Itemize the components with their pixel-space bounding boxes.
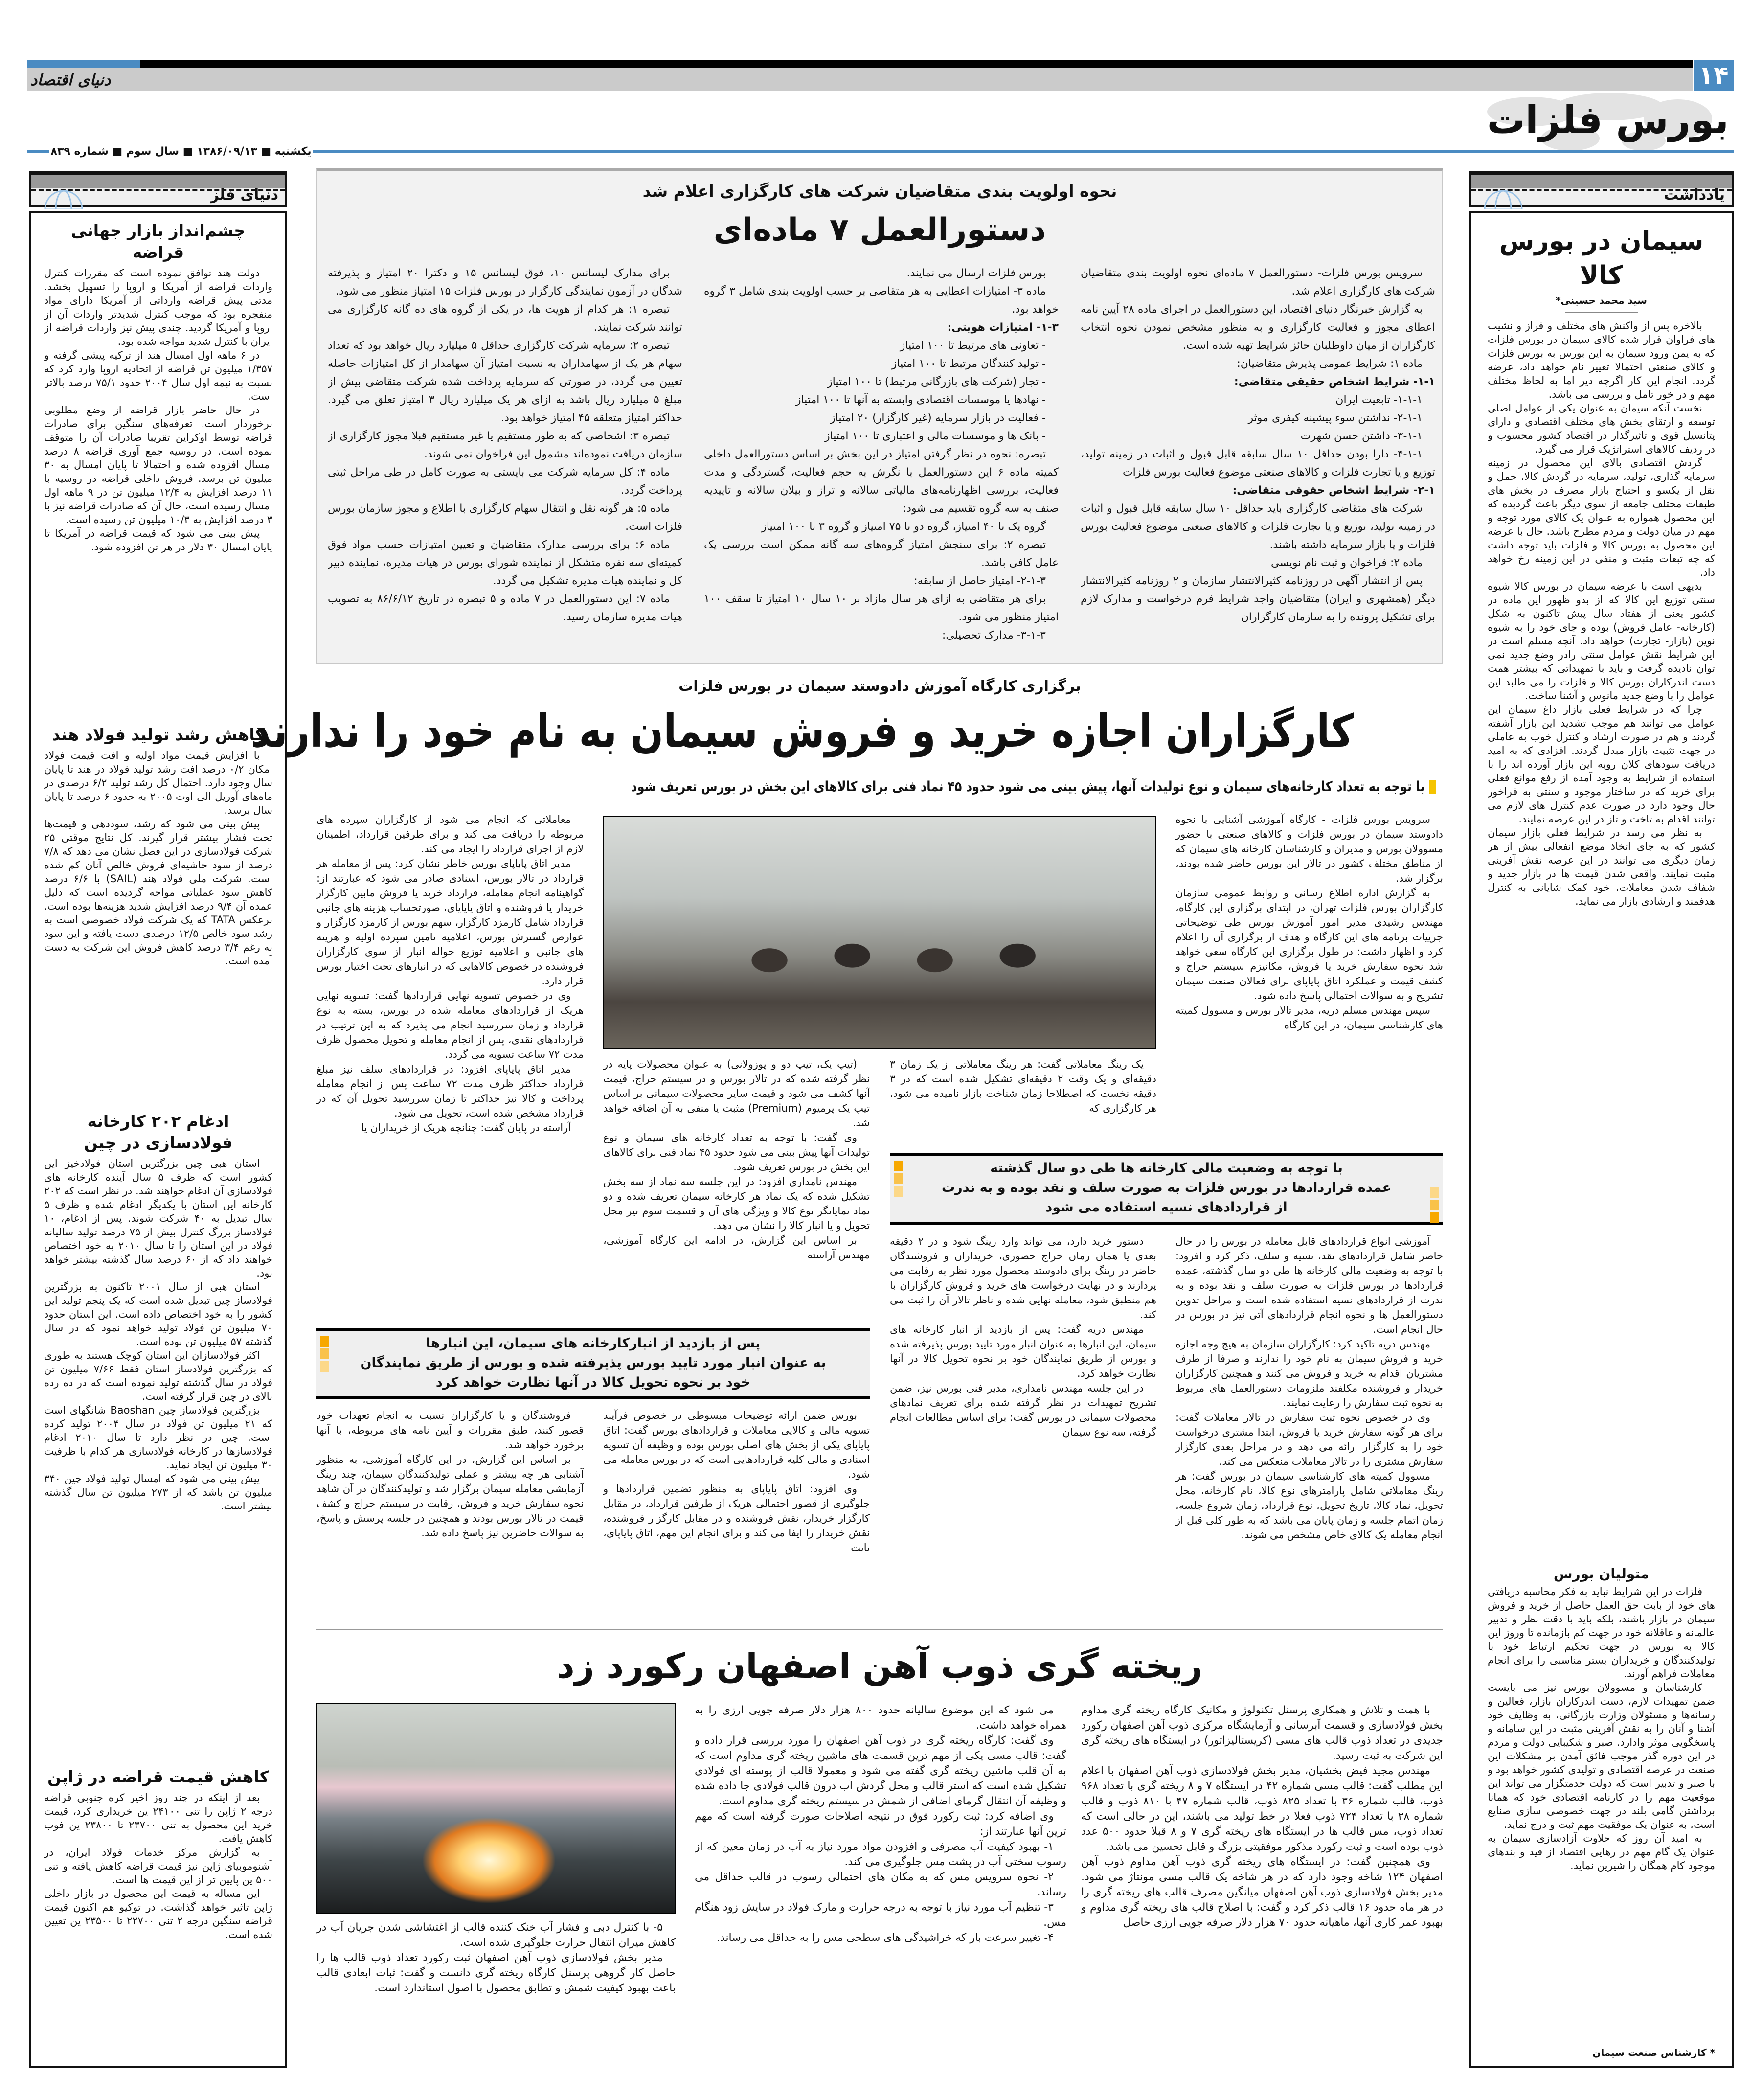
paragraph: آموزشی انواع قراردادهای قابل معامله در بورس را در حال حاضر شامل قراردادهای نقد، نسیه و سلف، ذکر کرد و افزود: با توجه به وضعیت مالی کارخانه ها طی دو سال گذشته، عمده قراردادها در بورس فلزات به صورت سلف و نقد بوده و به ندرت از قراردادهای نسیه استفاده شده است و مراحل تدوین دستورالعمل ها و نحوه انجام قراردادهای آتی نیز در بورس در حال انجام است.: [1175, 1235, 1443, 1335]
main-article-column: [890, 1234, 1156, 1621]
paragraph: ۳- تنظیم آب مورد نیاز با توجه به درجه حرارت و مارک فولاد در سایش زود هنگام مس.: [695, 1901, 1066, 1929]
header-accent-left: [27, 60, 140, 68]
paragraph: مدیر اتاق پایاپای بورس خاطر نشان کرد: پس از معامله هر قرارداد در تالار بورس، اسنادی صادر می شود که عبارتند از: گواهینامه انجام معامله، قرارداد خرید یا فروش مابین کارگزار خریدار یا فروشنده و اتاق پایاپای، صورتحساب هزینه های جانبی قرارداد شامل کارمزد کارگزار، سهم بورس از کارمزد کارگزار و عوارض گسترش بورس، اعلامیه تامین سپرده اولیه و هزینه های جانبی و اعلامیه توزیع حواله انبار از سوی کارگزاران فروشنده در خصوص کالاهایی که در انبارهای تحت اختیار بورس قرار دارد.: [316, 858, 584, 987]
steel-casting-photo: [316, 1703, 676, 1914]
quote-marker-icon: [320, 1336, 329, 1347]
news-title: کاهش رشد تولید فولاد هند: [52, 725, 265, 744]
top-article-column: [704, 264, 1059, 658]
section-title: بورس فلزات: [1487, 98, 1729, 142]
paragraph: پیش بینی می شود که امسال تولید فولاد چین ۳۴۰ میلیون تن باشد که از ۲۷۳ میلیون تن سال گذشته بیشتر است.: [44, 1473, 272, 1512]
news-title: کاهش قیمت قراضه در ژاپن: [47, 1767, 269, 1786]
paragraph: در ۶ ماهه اول امسال هند از ترکیه پیشی گرفته و ۱/۳۵۷ میلیون تن قراضه از اتحادیه اروپا وارد کرد که نسبت به نیمه اول سال ۲۰۰۴ حدود ۷۵/۱ درصد بالاتر است.: [44, 349, 272, 402]
paragraph: استان هبی از سال ۲۰۰۱ تاکنون به بزرگترین فولادساز چین تبدیل شده است که یک پنجم تولید این کشور را به خود اختصاص داده است. این استان حدود ۷۰ میلیون تن فولاد تولید خواهد نمود که در سال گذشته ۵۷ میلیون تن بوده است.: [44, 1281, 272, 1347]
workshop-photo: [603, 816, 1156, 1049]
paragraph: بورس ضمن ارائه توضیحات مبسوطی در خصوص فرآیند تسویه مالی و کالایی معاملات و قراردادهای بورس گفت: اتاق پایاپای یکی از بخش های اصلی بورس بوده و وظیفه آن تسویه اسنادی و مالی کلیه قراردادهایی است که در بورس معامله می شود.: [603, 1410, 870, 1480]
paragraph: مهندس دریه تاکید کرد: کارگزاران سازمان به هیچ وجه اجازه خرید و فروش سیمان به نام خود را ندارند و صرفا از طرف مشتریان اقدام به خرید و فروش می کنند و همچنین کارگزاران خریدار و فروشنده مکلفند ملزومات دستورالعمل های مربوط به نحوه ثبت سفارش را رعایت نمایند.: [1175, 1338, 1443, 1409]
paragraph: وی افزود: اتاق پایاپای به منظور تضمین قراردادها و جلوگیری از قصور احتمالی هریک از طرفین قرارداد، در مقابل کارگزار خریدار، نقش فروشنده و در مقابل کارگزار فروشنده، نقش خریدار را ایفا می کند و برای انجام این مهم، اتاق پایاپای، بابت: [603, 1483, 870, 1553]
paragraph: دستور خرید دارد، می تواند وارد رینگ شود و در ۲ دقیقه بعدی یا همان زمان حراج حضوری، خریداران و فروشندگان حاضر در رینگ برای دادوستد محصول مورد نظر به رقابت می پردازند و در نهایت درخواست های خرید و فروش کارگزاران با هم منطبق شود، معامله نهایی شده و ناظر تالار آن را ثبت می کند.: [890, 1235, 1156, 1321]
page-number: ۱۴: [1698, 61, 1729, 90]
lead-bullet-icon: [1429, 780, 1436, 794]
paragraph: استان هبی چین بزرگترین استان فولادخیز این کشور است که ظرف ۵ سال آینده کارخانه های فولادسازی آن ادغام خواهند شد. در نظر است که ۲۰۲ کارخانه این استان با یکدیگر ادغام شده و ظرف ۵ سال تبدیل به ۴۰ شرکت شوند. پس از ادغام، ۱۰ فولادساز بزرگ کنترل بیش از ۷۵ درصد تولید سالیانه فولاد در این استان را تا سال ۲۰۱۰ به خود اختصاص خواهند داد که از ۶۰ درصد سال گذشته بیشتر خواهد بود.: [44, 1158, 272, 1279]
paragraph: با افزایش قیمت مواد اولیه و افت قیمت فولاد امکان ۰/۲ درصد افت رشد تولید فولاد در هند تا پایان سال وجود دارد. احتمال کل رشد تولید ۶/۲ درصدی در ماه‌های آوریل الی اوت ۲۰۰۵ به حدود ۶ درصد تا پایان سال برسد.: [44, 750, 272, 816]
paragraph: شرکت های متقاضی کارگزاری باید حداقل ۱۰ سال سابقه قابل قبول و اثبات در زمینه تولید، توزیع و یا تجارت فلزات و کالاهای صنعتی موضوع فعالیت بورس فلزات و یا بازار سرمایه داشته باشند.: [1081, 502, 1435, 551]
quote-marker-icon: [1430, 1200, 1439, 1210]
main-article-lead: با توجه به تعداد کارخانه‌های سیمان و نوع تولیدات آنها، پیش بینی می شود حدود ۴۵ نماد فنی برای کالاهای این بخش در بورس تعریف شود: [631, 778, 1424, 795]
paragraph: - تجار (شرکت های بازرگانی مرتبط) تا ۱۰۰ امتیاز: [827, 376, 1046, 388]
main-article-kicker: برگزاری کارگاه آموزش دادوستد سیمان در بورس فلزات: [678, 678, 1081, 695]
paragraph: ماده ۷: این دستورالعمل در ۷ ماده و ۵ تبصره در تاریخ ۸۶/۶/۱۲ به تصویب هیات مدیره سازمان رسید.: [328, 593, 682, 623]
text-column: [1488, 1585, 1715, 2045]
paragraph: تبصره ۲: برای سنجش امتیاز گروه‌های سه گانه ممکن است بررسی یک عامل کافی باشد.: [704, 539, 1059, 569]
paragraph: وی گفت: کارگاه ریخته گری در ذوب آهن اصفهان را مورد بررسی قرار داده و گفت: قالب مسی یکی از مهم ترین قسمت های ماشین ریخته گری مداوم است که به آن قلب ماشین ریخته گری گفته می شود و معمولا قالب از پوسته ای فولادی تشکیل شده است که آستر قالب و محل گردش آب درون قالب فولادی جا داده شده و وظیفه آن انتقال گرمای اضافی از شمش در سیستم ریخته گری مداوم است.: [695, 1735, 1066, 1807]
paragraph: ۱-۱-۱- تابعیت ایران: [1335, 394, 1423, 406]
paragraph: مهندس نامداری افزود: در این جلسه سه نماد از سه بخش تشکیل شده که یک نماد هر کارخانه سیمان تعریف شده و دو نماد نمایانگر نوع کالا و ویژگی های آن و قسمت سوم نیز محل تحویل و یا انبار کالا را نشان می دهد.: [603, 1176, 870, 1232]
paragraph: (تیپ یک، تیپ دو و پوزولانی) به عنوان محصولات پایه در نظر گرفته شده که در تالار بورس و در سیستم حراج، قیمت آنها کشف می شود و قیمت سایر محصولات سیمانی بر اساس تیپ یک پرمیوم (Premium) مثبت یا منفی به آن اضافه خواهد شد.: [603, 1058, 870, 1129]
paragraph: مهندس مجید فیض بخشیان، مدیر بخش فولادسازی ذوب آهن اصفهان با اعلام این مطلب گفت: قالب مسی شماره ۴۲ در ایستگاه ۷ و ۸ ریخته گری با تعداد ۹۶۸ ذوب، قالب شماره ۳۶ با تعداد ۸۲۵ ذوب، قالب شماره ۴۷ با ۸۱۰ ذوب و قالب شماره ۳۸ با تعداد ۷۲۴ ذوب فعلا در خط تولید می باشند، این در حالی است که تعداد ذوب، مس قالب ها در ایستگاه های ریخته گری ۷ و ۸ قبلا حدود ۵۰۰ عدد ذوب بوده است و ثبت رکورد مذکور موفقیتی بزرگ و قابل تحسین می باشد.: [1081, 1765, 1443, 1853]
text-column: [44, 749, 272, 968]
paragraph: ماده ۶: برای بررسی مدارک متقاضیان و تعیین امتیازات حسب مواد فوق کمیته‌ای سه نفره متشکل از نماینده شورای بورس در هیات مدیره، نماینده دبیر کل و نماینده هیات مدیره تشکیل می گردد.: [328, 539, 682, 587]
quote-marker-icon: [894, 1186, 903, 1197]
pull-quote: [890, 1153, 1443, 1225]
paragraph: پیش بینی می شود که قیمت قراضه در آمریکا تا پایان امسال ۳۰ دلار در هر تن افزوده شود.: [44, 527, 272, 553]
paragraph: ۲- نحوه سرویس مس که به مکان های احتمالی رسوب در قالب حداقل می رساند.: [695, 1871, 1066, 1898]
paragraph: فلزات در این شرایط نباید به فکر محاسبه دریافتی های خود از بابت حق العمل حاصل از خرید و فروش سیمان در بازار باشند، بلکه باید با دقت نظر و تدبیر عالمانه و عاقلانه خود در جهت کم بازمانده تا وروز این کالا به بورس در جهت تحکیم ارتباط خود با تولیدکنندگان و خریداران بستر مناسبی را برای انجام معاملات فراهم آورند.: [1488, 1586, 1715, 1680]
right-column-label: یادداشت: [1664, 186, 1725, 204]
paragraph: نخست آنکه سیمان به عنوان یکی از عوامل اصلی توسعه و ارتقای بخش های مختلف اقتصادی و دارای پتانسیل قوی و تاثیرگذار در اقتصاد کشور محسوب و در ردیف کالاهای استراتژیک قرار می گیرد.: [1488, 402, 1715, 455]
pull-quote-line: به عنوان انبار مورد تایید بورس پذیرفته شده و بورس از طریق نمایندگان: [360, 1355, 826, 1370]
paragraph: تبصره ۳: اشخاصی که به طور مستقیم یا غیر مستقیم قبلا مجوز کارگزاری از سازمان دریافت نموده‌اند مشمول این فراخوان نمی شوند.: [328, 430, 682, 460]
opinion-title: سیمان در بورس کالا: [1499, 227, 1704, 290]
main-article-title: کارگزاران اجازه خرید و فروش سیمان به نام خود را ندارند: [250, 705, 1354, 757]
paragraph: تبصره: نحوه در نظر گرفتن امتیاز در این بخش بر اساس دستورالعمل داخلی کمیته ماده ۶ این دستورالعمل با نگرش به حجم فعالیت، گستردگی و مدت فعالیت، بررسی اظهارنامه‌های مالیاتی سالانه و تراز و بیلان سالانه و تاییدیه صنف به سه گروه تقسیم می شود:: [704, 448, 1059, 515]
paragraph: وی در خصوص نحوه ثبت سفارش در تالار معاملات گفت: برای هر گونه سفارش خرید یا فروش، ابتدا مشتری درخواست خود را به کارگزار ارائه می دهد و در مراحل بعدی کارگزار سفارش مشتری را در تالار معاملات منعکس می کند.: [1175, 1412, 1443, 1467]
paragraph: معاملاتی که انجام می شود از کارگزاران سپرده های مربوطه را دریافت می کند و برای طرفین قرارداد، اطمینان لازم از اجرای قرارداد را ایجاد می کند.: [316, 814, 584, 855]
paragraph: یک رینگ معاملاتی گفت: هر رینگ معاملاتی از یک زمان ۳ دقیقه‌ای و یک وقت ۲ دقیقه‌ای تشکیل شده است که در ۳ دقیقه نخست که اصطلاحا زمان شناخت بازار نامیده می شود، هر کارگزاری که: [890, 1058, 1156, 1114]
paragraph: - تعاونی های مرتبط تا ۱۰۰ امتیاز: [900, 340, 1046, 352]
paragraph: کارشناسان و مسوولان بورس نیز می بایست ضمن تمهیدات لازم، دست اندرکاران بازار، فعالین و رسانه‌ها و مسئولان وزارت بازرگانی، به وظایف خود آشنا و آنان را به نقش آفرینی مثبت در این سامانه و پاسخگویی موثر وادارد. صبر و شکیبایی دولت و مردم در این دوره گذر موجب فائق آمدن بر مشکلات این صنعت در عرصه اقتصادی و تولیدی کشور خواهد بود و با صبر و تدبیر است که دولت خدمتگزار می تواند این موقعیت مهم را در کارنامه اقتصادی خود که همانا برداشتن گامی بلند در جهت خصوصی سازی صنایع است، به عنوان یک موفقیت مهم ثبت و درج نماید.: [1488, 1682, 1715, 1830]
paragraph: ۱- بهبود کیفیت آب مصرفی و افزودن مواد مورد نیاز به آب در زمان معین که از رسوب سختی آب در پشت مس جلوگیری می کند.: [695, 1841, 1066, 1868]
pull-quote-line: از قراردادهای نسیه استفاده می شود: [1045, 1200, 1288, 1215]
header-gray-band: [27, 68, 1693, 91]
paragraph: ۱-۱- شرایط اشخاص حقیقی متقاضی:: [1234, 376, 1435, 388]
right-column-header: [1469, 171, 1734, 207]
paragraph: مدیر بخش فولادسازی ذوب آهن اصفهان ثبت رکورد تعداد ذوب قالب ها را حاصل کار گروهی پرسنل کارگاه ریخته گری دانست و گفت: ثبات ابعادی قالب باعث بهبود کیفیت شمش و تطابق محصول با اصول استاندارد است.: [316, 1952, 676, 1994]
paragraph: به نظر می رسد در شرایط فعلی بازار سیمان کشور که به جای اتخاذ موضع انفعالی بیش از هر زمان دیگری می توانند در این عرصه نقش آفرینی مثبت نمایند. واقعی شدن قیمت ها در بازار جدید و شفاف شدن معاملات، خود کمک شایانی به کنترل هدفمند و ارشادی بازار می نماید.: [1488, 827, 1715, 907]
news-brief: [44, 1759, 272, 2053]
news-brief: [44, 1104, 272, 1759]
paragraph: ۲-۱- شرایط اشخاص حقوقی متقاضی:: [1232, 484, 1435, 497]
pull-quote-line: با توجه به وضعیت مالی کارخانه ها طی دو سال گذشته: [990, 1161, 1343, 1176]
paragraph: به گزارش اداره اطلاع رسانی و روابط عمومی سازمان کارگزاران بورس فلزات تهران، در ابتدای برگزاری این کارگاه، مهندس رشیدی مدیر امور آموزش بورس طی توضیحاتی جزییات برنامه های این کارگاه و هدف از برگزاری آن را اعلام کرد و اظهار داشت: در طول برگزاری این کارگاه سعی خواهد شد نحوه سفارش خرید یا فروش، مکانیزم سیستم حراج و کشف قیمت و عملکرد اتاق پایاپای برای فعالان صنعت سیمان تشریح و به سوالات احتمالی پاسخ داده شود.: [1175, 887, 1443, 1002]
news-title: چشم‌انداز بازار جهانی قراضه: [70, 221, 246, 262]
paragraph: بالاخره پس از واکنش های مختلف و فراز و نشیب های فراوان قرار شده کالای سیمان در بورس فلزات که به یمن ورود سیمان به این بورس به بورس فلزات و کالای صنعتی احتمالا تغییر نام خواهد داد، عرضه گردد. انجام این کار اگرچه دیر اما به لحاظ مختلف مهم و در خور تامل و بررسی می باشد.: [1488, 320, 1715, 400]
quote-marker-icon: [320, 1348, 329, 1359]
quote-marker-icon: [1430, 1212, 1439, 1223]
pull-quote-line: خود بر نحوه تحویل کالا در آنها نظارت خواهد کرد: [435, 1375, 751, 1390]
news-title: ادغام ۲۰۲ کارخانه فولادسازی در چین: [84, 1112, 233, 1152]
text-column: [44, 1157, 272, 1513]
main-article-column: [316, 812, 584, 1321]
pull-quote-line: پس از بازدید از انبارکارخانه های سیمان، این انبارها: [426, 1336, 761, 1351]
top-article-title: دستورالعمل ۷ ماده‌ای: [713, 212, 1046, 248]
text-column: [44, 266, 272, 554]
paragraph: پیش بینی می شود که رشد، سوددهی و قیمت‌ها تحت فشار بیشتر قرار گیرند. کل نتایج موقتی ۲۵ شرکت فولادسازی در این فصل نشان می دهد که ۷/۸ درصد از سود حاشیه‌ای فروش خالص آنان کم شده است. شرکت ملی فولاد هند (SAIL) با ۶/۶ درصد کاهش سود عملیاتی مواجه گردیده است که دلیل عمده آن ۹/۴ درصد افزایش شدید هزینه‌ها بوده است. برعکس TATA که یک شرکت فولاد خصوصی است به رشد سود خالص ۱۲/۵ درصدی دست یافته و این سود به رغم ۳/۴ درصد کاهش فروش این شرکت به دست آمده است.: [44, 818, 272, 967]
paragraph: بزرگترین فولادساز چین Baoshan شانگهای است که ۲۱ میلیون تن فولاد در سال ۲۰۰۴ تولید کرده است. چین در نظر دارد تا سال ۲۰۱۰ ادغام فولادسازها در کارخانه فولادسازی هر کدام با ظرفیت ۳۰ میلیون تن ایجاد نماید.: [44, 1404, 272, 1471]
pull-quote-line: عمده قراردادها در بورس فلزات به صورت سلف و نقد بوده و به ندرت: [942, 1180, 1391, 1195]
paragraph: - بانک ها و موسسات مالی و اعتباری تا ۱۰۰ امتیاز: [824, 430, 1046, 442]
globe-icon: [1474, 190, 1528, 209]
main-article-column: [316, 1408, 584, 1621]
bottom-article-title: ریخته گری ذوب آهن اصفهان رکورد زد: [557, 1646, 1203, 1686]
paragraph: ۳-۱-۱- داشتن حسن شهرت: [1300, 430, 1423, 442]
quote-marker-icon: [894, 1173, 903, 1184]
paragraph: در این جلسه مهندس نامداری، مدیر فنی بورس نیز، ضمن تشریح تمهیدات در نظر گرفته شده برای تعریف نمادهای محصولات سیمانی در بورس گفت: برای اساس مطالعات انجام گرفته، سه نوع سیمان: [890, 1382, 1156, 1438]
paragraph: وی در خصوص تسویه نهایی قراردادها گفت: تسویه نهایی هریک از قراردادهای معامله شده در بورس، بسته به نوع قرارداد و زمان سررسید انجام می پذیرد که به این ترتیب در قراردادهای نقدی، پس از انجام معامله و تحویل محصول ظرف مدت ۷۲ ساعت تسویه می گردد.: [316, 990, 584, 1060]
paragraph: اکثر فولادسازان این استان کوچک هستند به طوری که بزرگترین فولادساز استان فقط ۷/۶۶ میلیون تن فولاد در سال گذشته تولید نموده است که در ده رده بالای در چین قرار گرفته است.: [44, 1349, 272, 1402]
paragraph: با همت و تلاش و همکاری پرسنل تکنولوژ و مکانیک کارگاه ریخته گری مداوم بخش فولادسازی و قسمت آبرسانی و آزمایشگاه مرکزی ذوب آهن اصفهان رکورد جدیدی در تعداد ذوب قالب های مسی (کریستالیزاتور) در ایستگاه های ریخته گری این شرکت به ثبت رسید.: [1081, 1704, 1443, 1762]
bottom-article-column: [695, 1703, 1066, 2068]
paragraph: مهندس دریه گفت: پس از بازدید از انبار کارخانه های سیمان، این انبارها به عنوان انبار مورد تایید بورس پذیرفته شده و بورس از طریق نمایندگان خود بر نحوه تحویل کالا در آنها نظارت خواهد کرد.: [890, 1324, 1156, 1379]
opinion-author: سید محمد حسینی*: [1556, 295, 1647, 306]
paragraph: ۲-۱-۱- نداشتن سوء پیشینه کیفری موثر: [1248, 412, 1423, 424]
author-rule: [1565, 312, 1638, 313]
main-article-column: [1175, 812, 1443, 1147]
top-article-column: [328, 264, 682, 658]
paragraph: بعد از اینکه در چند روز اخیر کره جنوبی قراضه درجه ۲ ژاپن را تنی ۲۴۱۰۰ ین خریداری کرد، قیمت خرید این محصول به تنی ۲۳۷۰۰ تا ۲۳۸۰۰ ین فوب کاهش یافت.: [44, 1792, 272, 1845]
news-brief: [44, 213, 272, 717]
paragraph: مدیر اتاق پایاپای افزود: در قراردادهای سلف نیز مبلغ قرارداد حداکثر ظرف مدت ۷۲ ساعت پس از انجام معامله پرداخت و کالا نیز حداکثر تا زمان سررسید تحویل آن که در قرارداد مشخص شده است، تحویل می شود.: [316, 1063, 584, 1119]
paragraph: به گزارش مرکز خدمات فولاد ایران، در آشنوموبیای ژاپن نیز قیمت قراضه کاهش یافته و تنی ۵۰۰ ین پایین تر از این قیمت ها است.: [44, 1847, 272, 1886]
paragraph: ۵- با کنترل دبی و فشار آب خنک کننده قالب از اغتشاشی شدن جریان آب در کاهش میزان انتقال حرارت جلوگیری شده است.: [316, 1921, 676, 1949]
main-article-column: [603, 1057, 870, 1321]
paragraph: ماده ۲: فراخوان و ثبت نام نویسی: [1270, 557, 1423, 569]
paragraph: ماده ۱: شرایط عمومی پذیرش متقاضیان:: [1237, 358, 1423, 370]
news-brief: [44, 717, 272, 1104]
quote-marker-icon: [894, 1161, 903, 1171]
paragraph: ماده ۵: هر گونه نقل و انتقال سهام کارگزاری با اطلاع و مجوز سازمان بورس فلزات است.: [328, 502, 682, 533]
paragraph: مسوول کمیته های کارشناسی سیمان در بورس گفت: هر رینگ معاملاتی شامل پارامترهای نوع کالا، نام کارخانه، محل تحویل، نماد کالا، تاریخ تحویل، نوع قرارداد، زمان شروع جلسه، زمان اتمام جلسه و زمان پایان می باشد که به طور کلی قبل از انجام معامله یک کالای خاص مشخص می شوند.: [1175, 1470, 1443, 1541]
paragraph: بورس فلزات ارسال می نمایند.: [906, 267, 1046, 279]
bottom-article-column: [316, 1920, 676, 2068]
main-article-lead-wrap: [316, 777, 1424, 797]
paragraph: - نهادها یا موسسات اقتصادی وابسته به آنها تا ۱۰۰ امتیاز: [795, 394, 1046, 406]
paragraph: ۴-۱-۱- دارا بودن حداقل ۱۰ سال سابقه قابل قبول و اثبات در زمینه تولید، توزیع و یا تجارت فلزات و کالاهای صنعتی موضوع فعالیت بورس فلزات: [1081, 448, 1435, 479]
opinion-column: [1469, 211, 1734, 2068]
newspaper-logo: دنیای اقتصاد: [30, 70, 111, 89]
globe-icon: [34, 190, 88, 209]
paragraph: - تولید کنندگان مرتبط تا ۱۰۰ امتیاز: [891, 358, 1046, 370]
paragraph: ماده ۴: کل سرمایه شرکت می بایستی به صورت کامل در طی مراحل ثبتی پرداخت گردد.: [328, 466, 682, 497]
paragraph: چرا که در شرایط فعلی بازار داغ سیمان این عوامل می توانند هم موجب تشدید این بازار آشفته گردند و هم در صورت ارشاد و کنترل خوب به عاملی در جهت تثبیت بازار مبدل گردند. افزادی که به امید دریافت سودهای کلان روبه این بازار آورده اند را با استفاده از شرایط به وجود آمده از رفع موانع فعلی برای خرید که در ساختار موجود و سنتی به فراخور حال وجود دارد در صورت عدم کنترل های لازم می توانند اقدام به تاخت و تاز در این عرصه نمایند.: [1488, 704, 1715, 825]
main-article-column: [603, 1408, 870, 1621]
top-article-kicker: نحوه اولویت بندی متقاضیان شرکت های کارگزاری اعلام شد: [642, 182, 1117, 201]
paragraph: ۳-۱-۳- مدارک تحصیلی:: [942, 629, 1046, 641]
text-column: [1488, 319, 1715, 1562]
paragraph: فروشندگان و یا کارگزاران نسبت به انجام تعهدات خود قصور کنند، طبق مقررات و آیین نامه های مربوطه، با آنها برخورد خواهد شد.: [316, 1410, 584, 1451]
paragraph: ۲-۱-۳- امتیاز حاصل از سابقه:: [914, 575, 1046, 587]
left-sidebar-label: دنیای فلز: [210, 186, 278, 204]
paragraph: وی همچنین گفت: در ایستگاه های ریخته گری ذوب آهن مداوم ذوب آهن اصفهان ۱۲۴ شاخه وجود دارد که در هر شاخه یک قالب مسی مونتاژ می شود. مدیر بخش فولادسازی ذوب آهن اصفهان میانگین مصرف قالب های ریخته گری را در هر ماه حدود ۱۶ قالب ذکر کرد و گفت: با اصلاح قالب های ریخته گری مداوم و بهبود عمر کاری آنها، ماهیانه حدود ۷۰ هزار دلار صرفه جویی ارزی حاصل: [1081, 1856, 1443, 1929]
issue-date-line: یکشنبه ■ ۱۳۸۶/۰۹/۱۳ ■ سال سوم ■ شماره ۸۳۹: [49, 143, 313, 160]
main-article-column: [890, 1057, 1156, 1145]
paragraph: پس از انتشار آگهی در روزنامه کثیرالانتشار سازمان و ۲ روزنامه کثیرالانتشار دیگر (همشهری و ایران) متقاضیان واجد شرایط فرم درخواست و مدارک لازم برای تشکیل پرونده را به سازمان کارگزاران: [1081, 575, 1435, 623]
paragraph: تبصره ۱: هر کدام از هویت ها، در یکی از گروه های ده گانه کارگزاری می توانند شرکت نمایند.: [328, 303, 682, 334]
paragraph: تبصره ۲: سرمایه شرکت کارگزاری حداقل ۵ میلیارد ریال خواهد بود که تعداد سهام هر یک از سهامداران به نسبت امتیاز آن سهامدار از کل امتیازات حاصله تعیین می گردد، در صورتی که سرمایه پرداخت شده شرکت متقاضی بیش از مبلغ ۵ میلیارد ریال باشد به ازای هر یک میلیارد ریال ۳ امتیاز تعلق می گیرد. حداکثر امتیاز متعلقه ۴۵ امتیاز خواهد بود.: [328, 340, 682, 424]
section-divider: [316, 1629, 1443, 1630]
paragraph: - فعالیت در بازار سرمایه (غیر کارگزار) ۲۰ امتیاز: [830, 412, 1046, 424]
paragraph: سرویس بورس فلزات- دستورالعمل ۷ ماده‌ای نحوه اولویت بندی متقاضیان شرکت های کارگزاری اعلام شد.: [1081, 267, 1435, 297]
main-article-title-wrap: [250, 702, 1443, 761]
paragraph: گردش اقتصادی بالای این محصول در زمینه سرمایه گذاری، تولید، سرمایه در گردش کالا، حمل و نقل از یکسو و احتیاج بازار مصرف در بخش های طبقات مختلف جامعه از سوی دیگر باعث گردیده که این محصول همواره به عنوان یک کالای مورد توجه و مهم در میان دولت و مردم مطرح باشد. حال با عرضه این محصول به بورس کالا و فلزات باید توجه داشت که چه تبعات مثبت و منفی در این زمینه رخ خواهد داد.: [1488, 457, 1715, 578]
opinion-subhead: متولیان بورس: [1553, 1566, 1650, 1582]
quote-marker-icon: [1430, 1187, 1439, 1198]
paragraph: گروه یک تا ۴۰ امتیاز، گروه دو تا ۷۵ امتیاز و گروه ۳ تا ۱۰۰ امتیاز: [761, 521, 1046, 533]
left-sidebar-news: [29, 211, 287, 2068]
paragraph: این مساله به قیمت این محصول در بازار داخلی ژاپن تاثیر خواهد گذاشت. در توکیو هم اکنون قیمت قراضه سنگین درجه ۲ تنی ۲۲۷۰۰ تا ۲۳۵۰۰ ین تعیین شده است.: [44, 1888, 272, 1940]
paragraph: به امید آن روز که حلاوت آزادسازی سیمان به عنوان یک گام مهم در رهایی اقتصاد از قید و بندهای موجود کام همگان را شیرین نماید.: [1488, 1832, 1715, 1872]
top-article-column: [1081, 264, 1435, 658]
paragraph: برای هر متقاضی به ازای هر سال مازاد بر ۱۰ سال ۱۰ امتیاز تا سقف ۱۰۰ امتیاز منظور می شود.: [704, 593, 1059, 623]
pull-quote: [316, 1328, 870, 1399]
paragraph: آراسته در پایان گفت: چنانچه هریک از خریداران یا: [361, 1122, 571, 1134]
paragraph: وی اضافه کرد: ثبت رکورد فوق در نتیجه اصلاحات صورت گرفته است که مهم ترین آنها عبارتند از:: [695, 1810, 1066, 1838]
header-top-bar: [27, 60, 1693, 68]
paragraph: سپس مهندس مسلم دریه، مدیر تالار بورس و مسوول کمیته های کارشناسی سیمان، در این کارگاه: [1175, 1004, 1443, 1031]
paragraph: ۴- تغییر سرعت بار که خراشیدگی های سطحی مس را به حداقل می رساند.: [716, 1932, 1054, 1944]
paragraph: بر اساس این گزارش، در این کارگاه آموزشی، به منظور آشنایی هر چه بیشتر و عملی تولیدکنندگان سیمان، چند رینگ آزمایشی معامله سیمان برگزار شد و تولیدکنندگان در آن شاهد نحوه سفارش خرید و فروش، رقابت در سیستم حراج و کشف قیمت در تالار بورس بودند و همچنین در جلسه پرسش و پاسخ، به سوالات حاضرین نیز پاسخ داده شد.: [316, 1454, 584, 1539]
paragraph: بدیهی است با عرضه سیمان در بورس کالا شیوه سنتی توزیع این کالا که از بدو ظهور این ماده در کشور یعنی از هفتاد سال پیش تاکنون به شکل (کارخانه- عامل فروش) بوده و جای خود را به شیوه نوین (بازار- تجارت) خواهد داد. آنچه مسلم است در این شرایط نقش عوامل سنتی رادر وضع جدید نمی توان نادیده گرفت و باید با تمهیداتی که بیشتر همت دست اندرکاران بورس کالا و فلزات را می طلبد این عوامل را با وضع جدید مانوس و آشنا ساخت.: [1488, 580, 1715, 702]
quote-marker-icon: [320, 1361, 329, 1372]
paragraph: برای مدارک لیسانس ۱۰، فوق لیسانس ۱۵ و دکترا ۲۰ امتیاز و پذیرفته شدگان در آزمون نمایندگی کارگزار در بورس فلزات ۱۵ امتیاز منظور می شود.: [328, 267, 682, 297]
paragraph: ۱-۳- امتیازات هویتی:: [947, 321, 1059, 334]
left-sidebar-header: [29, 171, 287, 207]
paragraph: وی گفت: با توجه به تعداد کارخانه های سیمان و نوع تولیدات آنها پیش بینی می شود حدود ۴۵ نماد فنی برای کالاهای این بخش در بورس تعریف شود.: [603, 1132, 870, 1173]
paragraph: دولت هند توافق نموده است که مقررات کنترل واردات قراضه از آمریکا و اروپا را تسهیل بخشد. مدتی پیش قراضه وارداتی از آمریکا دارای مواد منفجره بود که موجب کنترل شدیدتر واردات آن از اروپا و آمریکا گردید. چندی پیش نیز واردات قراضه از ایران با کنترل شدید مواجه شده بود.: [44, 267, 272, 347]
paragraph: بر اساس این گزارش، در ادامه این کارگاه آموزشی، مهندس آراسته: [603, 1234, 870, 1261]
text-column: [44, 1791, 272, 1941]
paragraph: سرویس بورس فلزات - کارگاه آموزشی آشنایی با نحوه دادوستد سیمان در بورس فلزات و کالاهای صنعتی با حضور مسوولان بورس و مدیران و کارشناسان کارخانه های سیمان که از مناطق مختلف کشور در تالار این بورس حاضر شده بودند، برگزار شد.: [1175, 814, 1443, 884]
paragraph: ماده ۳- امتیازات اعطایی به هر متقاضی بر حسب اولویت بندی شامل ۳ گروه خواهد بود.: [704, 285, 1059, 316]
bottom-article-column: [1081, 1703, 1443, 2068]
paragraph: در حال حاضر بازار قراضه از وضع مطلوبی برخوردار است. تعرفه‌های سنگین برای صادرات قراضه توسط اوکراین تقریبا صادرات آن را متوقف نموده است. در روسیه جمع آوری قراضه ۸ درصد امسال افزوده شده و احتمالا تا پایان امسال به ۳۰ میلیون تن برسد. فروش داخلی قراضه در روسیه با ۱۱ درصد افزایش به ۱۲/۴ میلیون تن در ۹ ماهه اول امسال رسیده است، حال آن که صادرات قراضه نیز با ۳ درصد افزایش به ۱۰/۳ میلیون تن رسیده است.: [44, 404, 272, 525]
paragraph: می شود که این موضوع سالیانه حدود ۸۰۰ هزار دلار صرفه جویی ارزی را به همراه خواهد داشت.: [695, 1704, 1066, 1732]
opinion-footnote: * کارشناس صنعت سیمان: [1592, 2047, 1715, 2058]
paragraph: به گزارش خبرنگار دنیای اقتصاد، این دستورالعمل در اجرای ماده ۲۸ آیین نامه اعطای مجوز و فعالیت کارگزاری و به منظور مشخص نمودن نحوه انتخاب کارگزاران از میان داوطلبان حائز شرایط تهیه شده است.: [1081, 303, 1435, 352]
main-article-column: [1175, 1234, 1443, 1621]
page-number-badge: [1694, 60, 1734, 91]
